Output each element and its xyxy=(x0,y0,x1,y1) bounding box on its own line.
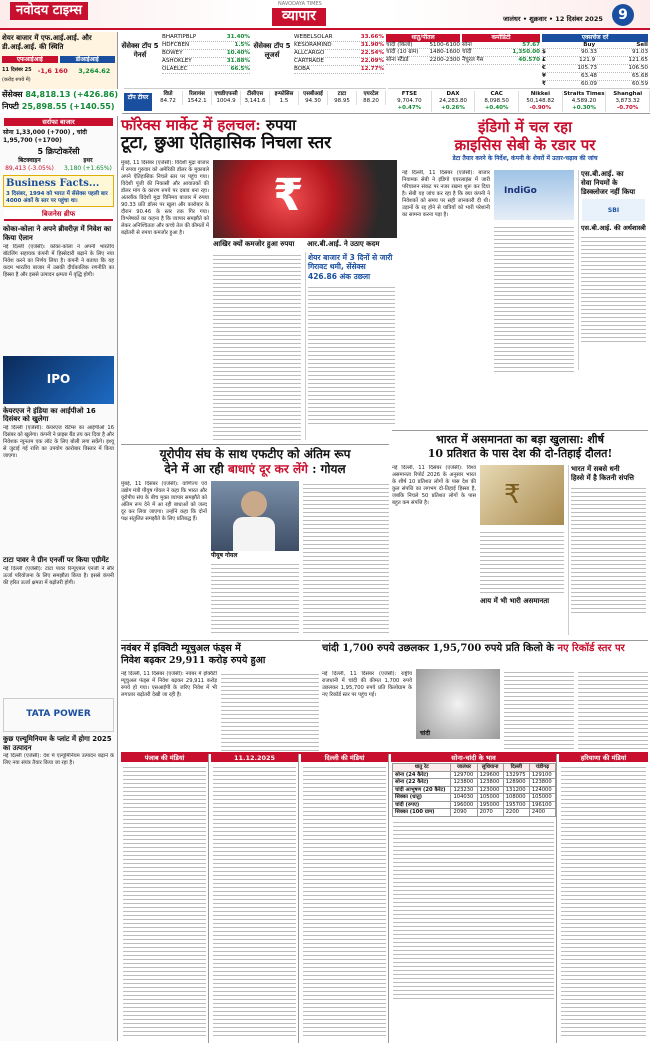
gainer-name: BOWEY xyxy=(162,49,183,56)
dii-label: डीआईआई xyxy=(60,56,116,64)
sarafa-gold: सोना 1,33,000 (+700) , चांदी 1,95,700 (+1700) xyxy=(3,129,87,144)
metal-row xyxy=(386,57,460,65)
forex-buy: 63.48 xyxy=(580,73,597,80)
gainer-value: 1.5% xyxy=(234,41,250,48)
forex-title: एक्सचेंज दरें xyxy=(542,34,648,42)
rupee-head1: रुपया xyxy=(265,116,297,134)
sensex-label: सेंसेक्स xyxy=(2,90,23,99)
gainer-name: HDFCBEN xyxy=(162,41,190,48)
brief4-head: कुछ एल्यूमिनियम के प्लांट में होगा 2025 का उत्पादन xyxy=(3,734,112,752)
delhi-title: दिल्ली की मंडियां xyxy=(301,754,388,762)
haryana-title: हरियाणा की मंडियां xyxy=(559,754,648,762)
story-indigo xyxy=(402,118,648,378)
sensex-substory xyxy=(305,252,397,440)
mf-head1: नवंबर में इक्विटी म्यूचुअल फंड्स में xyxy=(121,643,241,654)
story-mf xyxy=(121,640,321,750)
losers-box xyxy=(252,34,384,84)
page-number: 9 xyxy=(612,4,634,26)
btc-value: 89,413 (-3.05%) xyxy=(5,164,54,172)
brief-title: बिजनेस ब्रीफ xyxy=(4,210,113,221)
indigo-image xyxy=(494,170,574,220)
sbi-sub: एस.बी.आई. की अर्थशास्त्री xyxy=(581,224,646,233)
brief2-head: केयरएज ने इंडिया का आईपीओ 16 दिसंबर को खुलेगा xyxy=(3,406,96,424)
metal-value: 5100-6100 xyxy=(429,41,460,48)
world-index-value: 8,098.50 xyxy=(484,97,509,104)
gs-cell: 196000 xyxy=(451,801,477,809)
world-index-value: 9,704.70 xyxy=(397,97,422,104)
gs-cell: 131200 xyxy=(503,786,529,794)
goyal-photo xyxy=(211,481,299,551)
world-index-change: +0.40% xyxy=(484,104,509,111)
mf-body: नई दिल्ली, 11 दिसंबर (एजेंसी): नवंबर में इक्विटी म्यूचुअल फंड्स में निवेश बढ़कर 29,911 करोड़ रुपये हो गया। एसआईपी के जरिए निवेश में भी लगातार बढ़ोतरी देखी जा रही है। xyxy=(121,671,217,699)
mandi-date-col xyxy=(211,754,299,1043)
indices-box xyxy=(0,89,122,114)
gs-row xyxy=(393,771,556,779)
forex-list xyxy=(542,49,648,89)
world-index-name: CAC xyxy=(490,91,503,97)
loser-value: 33.66% xyxy=(360,34,384,40)
gs-cell: चांदी (रुपए) xyxy=(393,801,451,809)
world-index-change: -0.70% xyxy=(617,104,639,111)
gs-head-cell: चंडीगढ़ xyxy=(529,764,555,772)
ticker-item xyxy=(357,91,386,105)
sbi-substory xyxy=(578,170,648,370)
gs-cell: सिक्का (100 ग्राम) xyxy=(393,809,451,817)
gs-row xyxy=(393,801,556,809)
ineq-body: नई दिल्ली, 11 दिसंबर (एजेंसी): विश्व असमानता रिपोर्ट 2026 के अनुसार भारत के शीर्ष 10 प्रतिशत लोगों के पास देश की कुल संपत्ति का लगभग दो-तिहाई हिस्सा है, जबकि निचले 50 प्रतिशत लोगों के पास बहुत कम संपत्ति है। xyxy=(392,465,476,507)
ticker-item xyxy=(154,91,183,105)
goyal-figure xyxy=(241,491,267,517)
story-inequality xyxy=(392,430,648,636)
silver-body: नई दिल्ली, 11 दिसंबर (एजेंसी): राष्ट्रीय राजधानी में चांदी की कीमत 1,700 रुपये उछलकर 1,95,700 रुपये प्रति किलोग्राम के नए रिकॉर्ड स्तर पर पहुंच गई। xyxy=(322,671,412,699)
gs-cell: 195000 xyxy=(477,801,503,809)
ineq-image xyxy=(480,465,564,525)
commodity-value: 57.67 xyxy=(522,41,540,48)
sbi-head: एस.बी.आई. का xyxy=(581,170,624,178)
ticker-item xyxy=(270,91,299,105)
forex-row xyxy=(542,57,648,65)
gs-cell: सोना (22 कैरेट) xyxy=(393,779,451,787)
gs-row xyxy=(393,786,556,794)
world-index xyxy=(432,91,476,112)
ticker-value: 1004.9 xyxy=(216,97,236,104)
dateline: जालंधर • शुक्रवार • 12 दिसंबर 2025 xyxy=(503,15,603,23)
ticker-item xyxy=(212,91,241,105)
ticker-value: 84.72 xyxy=(160,97,176,104)
ticker-value: 88.20 xyxy=(363,97,379,104)
gainer-row xyxy=(162,66,250,74)
world-box xyxy=(388,88,650,114)
forex-row xyxy=(542,65,648,73)
metal-value: 2200-2300 xyxy=(429,57,460,64)
loser-value: 22.09% xyxy=(360,57,384,64)
paper-name: नवोदय टाइम्स xyxy=(10,2,88,20)
gs-cell: 123800 xyxy=(529,779,555,787)
metal-value: 1480-1600 xyxy=(429,49,460,56)
punjab-title: पंजाब की मंडियां xyxy=(121,754,208,762)
forex-sell: 65.68 xyxy=(631,73,648,80)
ticker-name: इन्फोसिस xyxy=(274,91,294,97)
ineq-sub: आय में भी भारी असमानता xyxy=(480,597,550,605)
gs-cell: 128900 xyxy=(503,779,529,787)
gainer-row xyxy=(162,50,250,58)
gs-cell: 129600 xyxy=(477,771,503,779)
crypto-row xyxy=(0,157,117,172)
gs-row xyxy=(393,794,556,802)
fii-label: एफआईआई xyxy=(2,56,58,64)
fii-date: 11 दिसंबर 25 xyxy=(2,67,32,73)
rupee-image xyxy=(213,160,397,238)
gs-title: सोना-चांदी के भाव xyxy=(391,754,556,762)
silver-head1: चांदी 1,700 रुपये उछलकर 1,95,700 रुपये प्रति किलो के xyxy=(322,643,554,654)
mandi-date: 11.12.2025 xyxy=(211,754,298,762)
gs-cell: 2200 xyxy=(503,809,529,817)
ticker-value: 1.5 xyxy=(279,97,289,104)
gs-cell: 104030 xyxy=(451,794,477,802)
ipo-image: IPO xyxy=(3,356,114,404)
brief4-text: नई दिल्ली (एजेंसी): देश में एल्यूमिनियम उत्पादन बढ़ाने के लिए नया संयंत्र तैयार किया जा रहा है। xyxy=(3,753,114,767)
sbi-head2: सेवा नियमों के डिस्क्लोजर नहीं किया xyxy=(581,178,636,196)
indigo-kicker: इंडिगो में चल रहा xyxy=(478,118,572,136)
forex-sell: 60.59 xyxy=(631,81,648,88)
story-rupee xyxy=(121,118,399,440)
rupee-symbol-icon: ₹ xyxy=(273,170,304,221)
forex-sell-head: Sell xyxy=(636,41,648,48)
eth-name: इथर xyxy=(83,157,93,165)
gainer-value: 10.40% xyxy=(226,49,250,56)
haryana-mandi xyxy=(559,754,648,1043)
crypto-title: 5 क्रिप्टोकरेंसी xyxy=(37,147,80,157)
sbi-logo: SBI xyxy=(582,199,645,221)
world-index-value: 24,283.80 xyxy=(439,97,467,104)
rupee-body-col2 xyxy=(213,252,301,440)
gainers-title: सेंसेक्स टॉप 5 गेनर्स xyxy=(121,42,159,59)
brief2-text: नई दिल्ली (एजेंसी): केयरएज रेटिंग्स का आईपीओ 16 दिसंबर को खुलेगा। कंपनी ने प्राइस बैंड तय कर दिया है और निवेशक न्यूनतम एक लॉट के लिए बोली लगा सकेंगे। इश्यू से जुटाई गई राशि का उपयोग कारोबार विस्तार में किया जाएगा। xyxy=(3,425,114,460)
gold-silver-rates xyxy=(391,754,557,1043)
bf-title: Business Facts... xyxy=(6,178,100,190)
ticker-value: 1542.1 xyxy=(187,97,207,104)
silver-body-col3 xyxy=(578,669,648,751)
world-index-value: 50,148.82 xyxy=(526,97,555,104)
ineq-body-col2 xyxy=(480,529,564,595)
forex-row xyxy=(542,73,648,81)
forex-buy-head: Buy xyxy=(583,41,596,48)
commodity-name: चांदी xyxy=(462,49,472,56)
gs-head-cell: लुधियाना xyxy=(477,764,503,772)
gainer-value: 31.40% xyxy=(226,34,250,40)
ineq-head1: भारत में असमानता का बड़ा खुलासा: शीर्ष xyxy=(435,433,605,446)
world-index-change: +0.30% xyxy=(572,104,596,111)
ticker-value: 3,141.6 xyxy=(244,97,266,104)
left-sidebar xyxy=(0,116,118,1041)
gs-head-cell: दिल्ली xyxy=(503,764,529,772)
forex-sell: 121.65 xyxy=(628,57,648,64)
losers-title: सेंसेक्स टॉप 5 लूजर्स xyxy=(253,42,291,59)
loser-name: ALLCARGO xyxy=(294,49,325,56)
gs-cell: सिक्का (धातु) xyxy=(393,794,451,802)
brief1-head: कोका-कोला ने अपने ब्रीवरीज़ में निवेश का किया ऐलान xyxy=(3,225,112,242)
bf-text: 3 दिसंबर, 1994 को भारत में सेंसेक्स पहली बार 4000 अंकों के स्तर पर पहुंचा था। xyxy=(6,190,108,204)
ineq-side xyxy=(568,465,648,635)
ticker-list xyxy=(154,91,386,105)
ineq-head2: 10 प्रतिशत के पास देश की दो-तिहाई दौलत! xyxy=(427,446,613,460)
rupee-caption2: आर.बी.आई. ने उठाए कदम xyxy=(307,240,380,248)
forex-currency: £ xyxy=(542,57,546,64)
world-index-name: DAX xyxy=(446,91,460,97)
gainer-name: BHARTIPBLP xyxy=(162,34,197,40)
brief3-text: नई दिल्ली (एजेंसी): टाटा पावर रिन्यूएबल एनर्जी ने सौर ऊर्जा परियोजना के लिए समझौता किया है। इससे कंपनी की हरित ऊर्जा क्षमता में बढ़ोतरी होगी। xyxy=(3,565,114,586)
indigo-body: नई दिल्ली, 11 दिसंबर (एजेंसी): बाजार नियामक सेबी ने इंडिगो एयरलाइंस में जारी परिचालन संकट पर नजर रखना शुरू कर दिया है। सेबी यह जांच कर रहा है कि क्या कंपनी ने निवेशकों को समय पर सही जानकारी दी थी। उड़ानों के रद्द होने से यात्रियों को भारी परेशानी का सामना करना पड़ा है। xyxy=(402,170,490,219)
world-index xyxy=(606,91,650,112)
world-index-change: -0.90% xyxy=(529,104,552,111)
gs-row xyxy=(393,779,556,787)
sensex-sub-head: शेयर बाजार में 3 दिनों से जारी गिरावट थमी, सेंसेक्स 426.86 अंक उछला xyxy=(308,253,393,281)
ticker-name: टाटा xyxy=(337,91,347,97)
loser-row xyxy=(294,34,384,42)
commodity-row xyxy=(462,57,540,65)
forex-currency: ₹ xyxy=(542,81,546,88)
gainer-name: OLAELEC xyxy=(162,65,188,72)
forex-currency: € xyxy=(542,65,546,72)
brief1-text: नई दिल्ली (एजेंसी): कोका-कोला ने अपनी भारतीय बॉटलिंग सहायक कंपनी में हिस्सेदारी बढ़ाने के लिए नया निवेश करने का निर्णय लिया है। कंपनी ने बताया कि यह कदम भारतीय बाजार में उसकी दीर्घकालिक रणनीति का हिस्सा है और इससे उत्पादन क्षमता में वृद्धि होगी। xyxy=(3,243,114,278)
silver-caption: चांदी xyxy=(420,729,431,737)
loser-value: 12.77% xyxy=(360,65,384,72)
delhi-mandi xyxy=(301,754,389,1043)
loser-row xyxy=(294,66,384,74)
gainers-box xyxy=(120,34,250,84)
gs-table xyxy=(392,763,556,817)
sensex-value: 84,818.13 (+426.86) xyxy=(25,90,119,99)
loser-name: WEBELSOLAR xyxy=(294,34,333,40)
fta-head2b: बाधाएं दूर कर लेंगे xyxy=(227,462,308,476)
ticker-name: टीसीएस xyxy=(246,91,264,97)
market-strip xyxy=(0,32,650,114)
world-index-change: +0.47% xyxy=(397,104,422,111)
punjab-mandi xyxy=(121,754,209,1043)
gainer-value: 66.5% xyxy=(230,65,250,72)
world-index xyxy=(475,91,519,112)
gs-cell: 123800 xyxy=(451,779,477,787)
gainer-row xyxy=(162,42,250,50)
ineq-side-head: भारत में सबसे धनी xyxy=(571,465,620,473)
forex-buy: 121.9 xyxy=(579,57,596,64)
fta-body-col3 xyxy=(303,481,389,635)
loser-row xyxy=(294,50,384,58)
dii-value: 3,264.62 xyxy=(78,67,111,75)
nifty-label: निफ्टी xyxy=(2,102,19,111)
mf-head2: निवेश बढ़कर 29,911 करोड़ रुपये हुआ xyxy=(121,654,266,666)
btc-name: बिटक्वाइन xyxy=(18,157,41,165)
rupee-head2: टूटा, छुआ ऐतिहासिक निचला स्तर xyxy=(121,132,332,153)
rupee-kicker: फॉरेक्स मार्केट में हलचल: xyxy=(121,116,261,134)
commodity-title: कमोडिटी xyxy=(462,34,540,42)
nifty-value: 25,898.55 (+140.55) xyxy=(21,102,115,111)
eth-value: 3,180 (+1.65%) xyxy=(64,164,112,172)
fii-line2: डी.आई.आई. की स्थिति xyxy=(2,42,64,51)
gs-cell: 108000 xyxy=(503,794,529,802)
rupee-body-col1: मुंबई, 11 दिसंबर (एजेंसी): विदेशी मुद्रा बाजार में रुपया गुरुवार को अमेरिकी डॉलर के मुकाबले अपने ऐतिहासिक निचले स्तर पर पहुंच गया। विदेशी पूंजी की निकासी और आयातकों की डॉलर मांग के कारण रुपये पर दबाव बना रहा। अंतरबैंक विदेशी मुद्रा विनिमय बाजार में रुपया 90.33 प्रति डॉलर पर खुला और कारोबार के दौरान 90.46 के स्तर तक गिर गया। विश्लेषकों का कहना है कि व्यापार समझौते को लेकर अनिश्चितता और कच्चे तेल की कीमतों में बढ़ोतरी से रुपया कमजोर हुआ है। xyxy=(121,160,209,237)
ticker-name: एसबीआई xyxy=(303,91,323,97)
gs-cell: 2400 xyxy=(529,809,555,817)
gs-cell: 123230 xyxy=(451,786,477,794)
brief3-head: टाटा पावर ने ग्रीन एनर्जी पर किया एग्रीमेंट xyxy=(3,556,109,565)
silver-head2: नए रिकॉर्ड स्तर पर xyxy=(557,643,625,654)
masthead xyxy=(0,0,650,30)
indigo-logo: IndiGo xyxy=(504,186,537,196)
world-index-change: +0.26% xyxy=(441,104,465,111)
world-index-value: 3,873.32 xyxy=(615,97,640,104)
gs-cell: 123800 xyxy=(477,779,503,787)
rupee-caption1: आखिर क्यों कमजोर हुआ रुपया xyxy=(213,240,295,248)
world-index xyxy=(388,91,432,112)
gs-row xyxy=(393,809,556,817)
gs-cell: 105000 xyxy=(477,794,503,802)
gs-cell: 132975 xyxy=(503,771,529,779)
forex-buy: 60.09 xyxy=(580,81,597,88)
metals-title: धातु/पीतल xyxy=(386,34,460,42)
gs-cell: 123000 xyxy=(477,786,503,794)
forex-currency: ¥ xyxy=(542,73,546,80)
ticker-item xyxy=(183,91,212,105)
indigo-body-col2 xyxy=(494,224,574,374)
gs-head-cell: धातु रेट xyxy=(393,764,451,772)
ineq-side-head2: हिस्से में है कितनी संपत्ति xyxy=(571,473,634,482)
commodity-box xyxy=(462,34,540,84)
ticker-item xyxy=(299,91,328,105)
gainer-row xyxy=(162,34,250,42)
loser-value: 22.54% xyxy=(360,49,384,56)
gs-cell: 124000 xyxy=(529,786,555,794)
gs-cell: 105000 xyxy=(529,794,555,802)
loser-name: BOBA xyxy=(294,65,310,72)
gainer-name: ASHOKLEY xyxy=(162,57,192,64)
world-index xyxy=(563,91,607,112)
loser-row xyxy=(294,42,384,50)
world-index-name: Shanghai xyxy=(613,91,643,97)
ticker-name: एयरटेल xyxy=(363,91,379,97)
commodity-name: नैचुरल गैस xyxy=(462,57,484,64)
mandi-section xyxy=(121,752,648,1041)
gs-cell: 2090 xyxy=(451,809,477,817)
world-index xyxy=(519,91,563,112)
commodity-name: सोना xyxy=(462,41,472,48)
indigo-head: क्राइसिस सेबी के रडार पर xyxy=(454,135,596,154)
world-list xyxy=(388,91,650,112)
goyal-caption: पीयूष गोयल xyxy=(211,552,238,559)
fii-value: -1,6 160 xyxy=(37,67,68,75)
world-index-name: FTSE xyxy=(401,91,417,97)
metal-name: चांदी (10 ग्राम) xyxy=(386,49,419,56)
gs-cell: 196100 xyxy=(529,801,555,809)
forex-buy: 90.33 xyxy=(580,49,597,56)
gs-head-cell: जालंधर xyxy=(451,764,477,772)
ticker-value: 94.30 xyxy=(305,97,321,104)
metals-box xyxy=(386,34,460,84)
gs-cell: सोना (24 कैरेट) xyxy=(393,771,451,779)
world-index-value: 4,589.20 xyxy=(571,97,597,104)
fta-body-col2 xyxy=(211,561,299,635)
fta-head1: यूरोपीय संघ के साथ एफटीए को अंतिम रूप xyxy=(159,447,351,461)
fta-body: मुंबई, 11 दिसंबर (एजेंसी): वाणिज्य एवं उद्योग मंत्री पीयूष गोयल ने कहा कि भारत और यूरोपीय संघ के बीच मुक्त व्यापार समझौते को अंतिम रूप देने में आ रही बाधाओं को जल्द दूर कर लिया जाएगा। उन्होंने कहा कि दोनों पक्ष संतुलित समझौते के लिए प्रतिबद्ध हैं। xyxy=(121,481,207,523)
metal-name: चांदी (किलो) xyxy=(386,41,413,48)
business-facts xyxy=(3,175,114,207)
sarafa-heading: सर्राफा बाजार xyxy=(4,118,113,126)
gs-head-row xyxy=(393,764,556,772)
ticker-name: विप्रो xyxy=(163,91,173,97)
ticker-name: रिलायंस xyxy=(189,91,205,97)
forex-row xyxy=(542,49,648,57)
metal-name: सोना स्टैंडर्ड xyxy=(386,57,409,64)
loser-row xyxy=(294,58,384,66)
mf-body-col2 xyxy=(221,671,319,751)
gainers-list xyxy=(162,34,250,74)
forex-buy: 105.73 xyxy=(577,65,597,72)
top-tag: NAVODAYA TIMES xyxy=(278,1,322,7)
silver-image xyxy=(416,669,500,739)
story-fta xyxy=(121,444,389,636)
loser-name: CARTRADE xyxy=(294,57,324,64)
fta-head2c: : गोयल xyxy=(312,462,346,476)
gs-cell: चांदी आभूषण (20 कैरेट) xyxy=(393,786,451,794)
ticker-item xyxy=(241,91,270,105)
gs-cell: 195700 xyxy=(503,801,529,809)
gs-cell: 129100 xyxy=(529,771,555,779)
ticker-value: 98.95 xyxy=(334,97,350,104)
commodity-row xyxy=(462,42,540,50)
gainer-value: 31.88% xyxy=(226,57,250,64)
coins-icon: ₹ xyxy=(504,480,521,510)
loser-name: KESORAMIND xyxy=(294,41,332,48)
ticker-item xyxy=(328,91,357,105)
fta-head2: देने में आ रही xyxy=(164,462,224,476)
gainer-row xyxy=(162,58,250,66)
forex-sell: 106.50 xyxy=(628,65,648,72)
ticker-box xyxy=(124,88,386,114)
forex-sell: 91.03 xyxy=(631,49,648,56)
tata-logo: TATA POWER xyxy=(3,698,114,732)
world-index-name: Nikkei xyxy=(530,91,550,97)
commodity-list xyxy=(462,42,540,66)
metals-list xyxy=(386,42,460,66)
ticker-label: टॉप टीयर xyxy=(124,93,152,111)
losers-list xyxy=(294,34,384,74)
fii-line1: शेयर बाजार में एफ.आई.आई. और xyxy=(2,34,92,42)
story-silver xyxy=(322,640,648,750)
indigo-sub: डेटा तैयार करने के निर्देश, कंपनी के शेयरों में उतार-चढ़ाव की जांच xyxy=(452,155,598,163)
fii-note: (करोड़ रुपये में) xyxy=(2,77,31,84)
commodity-value: 40.570 xyxy=(518,57,540,64)
silver-body-col2 xyxy=(504,669,574,751)
loser-value: 31.90% xyxy=(360,41,384,48)
commodity-value: 1,350.00 xyxy=(512,49,540,56)
gs-cell: 129700 xyxy=(451,771,477,779)
world-index-name: Straits Times xyxy=(563,91,605,97)
ticker-name: एचडीएफसी xyxy=(214,91,238,97)
section-name: व्यापार xyxy=(272,8,326,26)
forex-currency: $ xyxy=(542,49,546,56)
gs-cell: 2070 xyxy=(477,809,503,817)
